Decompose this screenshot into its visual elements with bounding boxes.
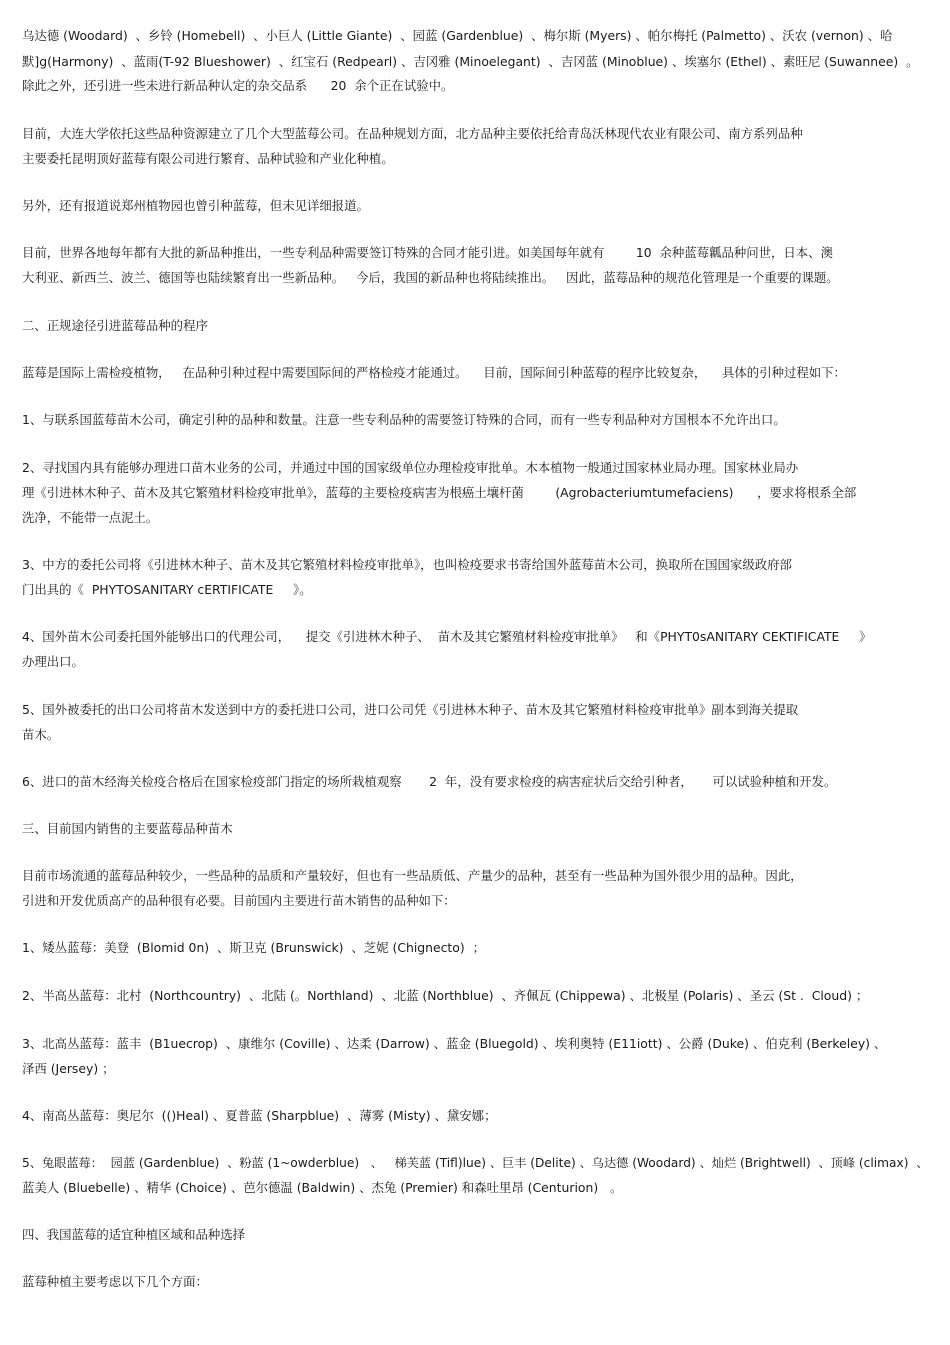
text-line: 2、半高丛蓝莓：北村 (Northcountry) 、北陆 (。Northland) 、北蓝 (Northblue) 、齐佩瓦 (Chippewa) 、北极星 (Polaris) 、圣云 (St . Cloud) ；: [22, 988, 869, 1003]
text-line: 6、进口的苗木经海关检疫合格后在国家检疫部门指定的场所栽植观察 2 年，没有要求检疫的病害症状后交给引种者， 可以试验种植和开发。: [22, 774, 837, 789]
text-line: 泽西 (Jersey) ；: [22, 1061, 115, 1076]
text-line: 1、与联系国蓝莓苗木公司，确定引种的品种和数量。注意一些专利品种的需要签订特殊的合同，而有一些专利品种对方国根本不允许出口。: [22, 412, 786, 427]
section-heading: 三、目前国内销售的主要蓝莓品种苗木: [22, 821, 233, 836]
section-heading: 四、我国蓝莓的适宜种植区域和品种选择: [22, 1227, 246, 1242]
text-line: 目前，世界各地每年都有大批的新品种推出，一些专利品种需要签订特殊的合同才能引进。如美国每年就有 10 余种蓝莓瓤品种问世，日本、澳: [22, 245, 833, 260]
text-line: 目前市场流通的蓝莓品种较少，一些品种的品质和产量较好，但也有一些品质低、产量少的品种，甚至有一些品种为国外很少用的品种。因此，: [22, 868, 803, 883]
text-line: 4、南高丛蓝莓：奥尼尔 (()Heal) 、夏普蓝 (Sharpblue) 、薄雾 (Misty) 、黛安娜；: [22, 1108, 497, 1123]
text-line: 目前，大连大学依托这些品种资源建立了几个大型蓝莓公司。在品种规划方面，北方品种主要依托给青岛沃林现代农业有限公司、南方系列品种: [22, 126, 803, 141]
text-line: 蓝莓种植主要考虑以下几个方面：: [22, 1274, 208, 1289]
text-line: 除此之外，还引进一些未进行新品种认定的杂交品系 20 余个正在试验中。: [22, 78, 454, 93]
text-line: 蓝美人 (Bluebelle) 、精华 (Choice) 、芭尔德温 (Baldwin) 、杰兔 (Premier) 和森吐里昂 (Centurion) 。: [22, 1180, 623, 1195]
text-line: 5、兔眼蓝莓： 园蓝 (Gardenblue) 、粉蓝 (1~owderblue) 、 梯芙蓝 (Tifl)lue) 、巨丰 (Delite) 、乌达德 (Woodard) 、灿烂 (Brightwell) 、顶峰 (climax) 、: [22, 1156, 929, 1170]
text-line: 3、中方的委托公司将《引进林木种子、苗木及其它繁殖材料检疫审批单》，也叫检疫要求书寄给国外蓝莓苗木公司，换取所在国国家级政府部: [22, 557, 792, 572]
text-line: 门出具的《 PHYTOSANITARY cERTIFICATE 》。: [22, 582, 312, 597]
text-line: 2、寻找国内具有能够办理进口苗木业务的公司，并通过中国的国家级单位办理检疫审批单。木本植物一般通过国家林业局办理。国家林业局办: [22, 460, 799, 475]
text-line: 1、矮丛蓝莓：美登 (Blomid 0n) 、斯卫克 (Brunswick) 、芝妮 (Chignecto) ；: [22, 940, 485, 955]
text-line: 理《引进林木种子、苗木及其它繁殖材料检疫审批单》，蓝莓的主要检疫病害为根癌土壤杆菌 (Agrobacteriumtumefaciens) ，要求将根系全部: [22, 485, 857, 500]
text-line: 办理出口。: [22, 654, 84, 669]
text-line: 洗净，不能带一点泥土。: [22, 510, 159, 525]
text-line: 5、国外被委托的出口公司将苗木发送到中方的委托进口公司，进口公司凭《引进林木种子、苗木及其它繁殖材料检疫审批单》副本到海关提取: [22, 702, 799, 717]
text-line: 大利亚、新西兰、波兰、德国等也陆续繁育出一些新品种。 今后，我国的新品种也将陆续推出。 因此，蓝莓品种的规范化管理是一个重要的课题。: [22, 270, 839, 285]
text-line: 乌达德 (Woodard) 、乡铃 (Homebell) 、小巨人 (Little Giante) 、园蓝 (Gardenblue) 、梅尔斯 (Myers) 、帕尔梅托 (Palmetto) 、沃农 (vernon) 、哈: [22, 28, 893, 43]
text-line: 3、北高丛蓝莓：蓝丰 (B1uecrop) 、康维尔 (Coville) 、达柔 (Darrow) 、蓝金 (Bluegold) 、埃利奥特 (E11iott) 、公爵 (Duke) 、伯克利 (Berkeley) 、: [22, 1036, 887, 1051]
text-line: 蓝莓是国际上需检疫植物， 在品种引种过程中需要国际间的严格检疫才能通过。 目前，国际间引种蓝莓的程序比较复杂， 具体的引种过程如下：: [22, 365, 846, 380]
text-line: 4、国外苗木公司委托国外能够出口的代理公司， 提交《引进林木种子、 苗木及其它繁殖材料检疫审批单》 和《PHYT0sANITARY CEKTIFICATE 》: [22, 629, 872, 644]
text-line: 主要委托昆明顶好蓝莓有限公司进行繁育、品种试验和产业化种植。: [22, 151, 394, 166]
text-line: 引进和开发优质高产的品种很有必要。目前国内主要进行苗木销售的品种如下：: [22, 893, 456, 908]
text-line: 苗木。: [22, 727, 60, 742]
text-line: 默]g(Harmony) 、蓝雨(T-92 Blueshower) 、红宝石 (Redpearl) 、吉冈雅 (Minoelegant) 、吉冈蓝 (Minoblue) 、埃塞尔 (Ethel) 、素旺尼 (Suwannee) 。: [22, 54, 919, 69]
section-heading: 二、正规途径引进蓝莓品种的程序: [22, 318, 208, 333]
text-line: 另外，还有报道说郑州植物园也曾引种蓝莓，但未见详细报道。: [22, 198, 369, 213]
